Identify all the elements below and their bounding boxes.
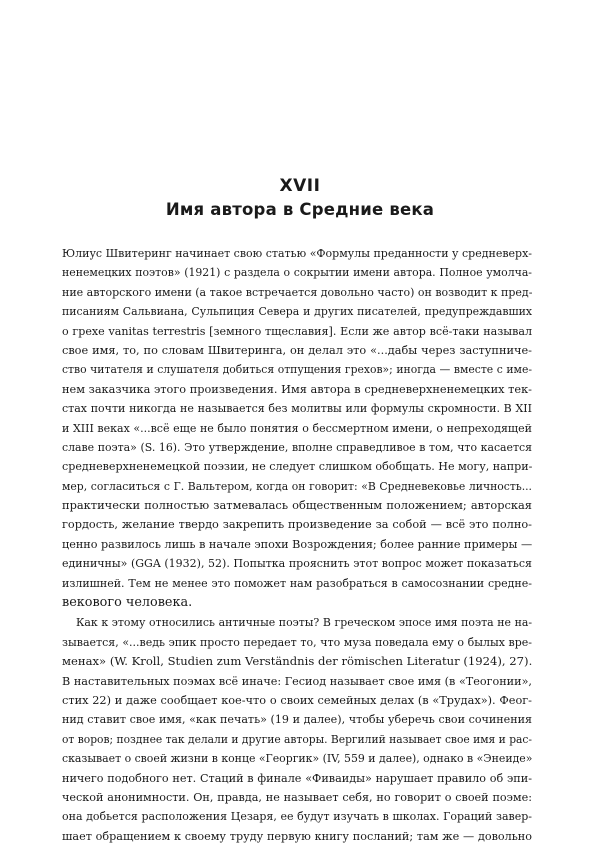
text-line: излишней. Тем не менее это поможет нам разобраться в самосознании средне- [62, 576, 532, 590]
text-line: гордость, желание твердо закрепить произведение за собой — всё это полно- [62, 518, 532, 532]
text-line: мер, согласиться с Г. Вальтером, когда он говорит: «В Средневековье личность... [62, 479, 532, 493]
text-line: нем заказчика этого произведения. Имя автора в средневерхненемецких тек- [62, 382, 532, 396]
text-line: менах» (W. Kroll, Studien zum Verständnis der römischen Literatur (1924), 27). [62, 654, 533, 669]
text-line: славе поэта» (S. 16). Это утверждение, вполне справедливое в том, что касается [62, 440, 532, 454]
text-line: Юлиус Швитеринг начинает свою статью «Формулы преданности у средневерх- [62, 247, 533, 260]
text-line: и XIII веках «...всё еще не было понятия о бессмертном имени, о непреходящей [62, 421, 532, 435]
text-line: от воров; позднее так делали и другие авторы. Вергилий называет свое имя и рас- [62, 732, 533, 746]
paragraph-first-line: Как к этому относились античные поэты? В греческом эпосе имя поэта не на- [76, 616, 532, 630]
text-line: стах почти никогда не называется без молитвы или формулы скромности. В XII [62, 402, 532, 416]
text-line: средневерхненемецкой поэзии, не следует слишком обобщать. Не могу, напри- [62, 460, 533, 474]
chapter-heading [0, 174, 600, 222]
text-line: сказывает о своей жизни в конце «Георгик» (IV, 559 и далее), однако в «Энеиде» [62, 752, 533, 766]
text-line: зывается, «...ведь эпик просто передает то, что муза поведала ему о былых вре- [62, 635, 532, 649]
text-line: писаниям Сальвиана, Сульпиция Севера и других писателей, предупреждавших [62, 305, 532, 319]
text-line: В наставительных поэмах всё иначе: Гесиод называет свое имя (в «Теогонии», [62, 674, 532, 688]
text-line: ческой анонимности. Он, правда, не называет себя, но говорит о своей поэме: [62, 790, 532, 804]
text-line: свое имя, то, по словам Швитеринга, он делал это «...дабы через заступниче- [62, 343, 532, 357]
text-line: ничего подобного нет. Стаций в финале «Фиваиды» нарушает правило об эпи- [62, 771, 532, 785]
body-text [62, 244, 532, 846]
text-line: ненемецких поэтов» (1921) с раздела о сокрытии имени автора. Полное умолча- [62, 266, 532, 280]
text-line: шает обращением к своему труду первую книгу посланий; там же — довольно [62, 829, 532, 843]
text-line: стих 22) и даже сообщает кое-что о своих семейных делах (в «Трудах»). Феог- [62, 693, 532, 707]
text-line: ние авторского имени (а такое встречается довольно часто) он возводит к пред- [62, 285, 533, 299]
text-line: нид ставит свое имя, «как печать» (19 и далее), чтобы уберечь свои сочинения [62, 713, 532, 727]
text-line: практически полностью затмевалась общественным положением; авторская [62, 498, 532, 513]
chapter-title: Имя автора в Средние века [165, 200, 435, 219]
text-line: ценно развилось лишь в начале эпохи Возрождения; более ранние примеры — [62, 537, 533, 551]
text-line: о грехе vanitas terrestris [земного тщеславия]. Если же автор всё-таки называл [62, 324, 532, 338]
text-line: ство читателя и слушателя добиться отпущения грехов»; иногда — вместе с име- [62, 363, 532, 377]
paragraph-last-line: векового человека. [62, 595, 193, 611]
chapter-number: XVII [279, 176, 321, 196]
text-line: она добьется расположения Цезаря, ее будут изучать в школах. Гораций завер- [62, 810, 532, 824]
text-line: единичны» (GGA (1932), 52). Попытка прояснить этот вопрос может показаться [62, 557, 532, 571]
